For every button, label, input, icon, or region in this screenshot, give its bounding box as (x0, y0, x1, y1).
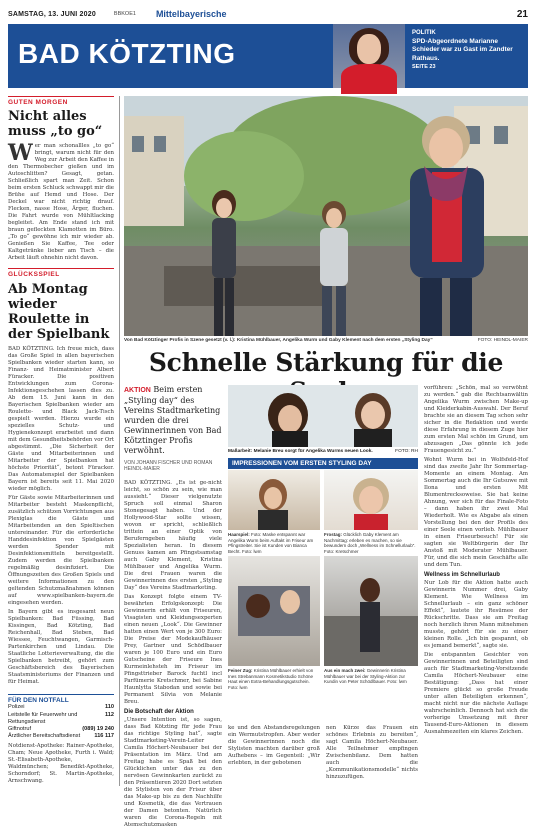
notdienst-list (8, 704, 114, 784)
dropcap: W (8, 140, 33, 167)
notdienst-label: Leitstelle für Feuerwehr und Rettungsdienst (8, 711, 78, 725)
gallery-caption-2 (324, 532, 418, 554)
section-code: BBKOE1 (113, 11, 136, 17)
notdienst-label: Giftnotruf (8, 726, 32, 733)
main-photo-caption (124, 338, 528, 343)
teaser-page: SEITE 23 (412, 64, 436, 70)
caption-bold: Aus ein mach zwei: (324, 668, 366, 673)
right-subhead: Wellness im Schnellurlaub (424, 572, 500, 578)
byline: VON JOHANN FISCHER UND ROMAN HEINDL-MAIER (124, 460, 213, 472)
aktion-text: Beim ersten „Styling day“ des Vereins Stadtmarketing wurden die drei Gewinnerinnen von Bad Kötztinger Profis verwöhnt. (124, 385, 222, 455)
article-p3: „Unsere Intention ist, so sagen, dass Bad Kötzting für jede Frau das richtige Styling hat“, sagte Stadtmarketing-Verein-Leiter Camila Höchert-Neubauer bei der Präsentation im März. Und am Freitag habe es Spaß bei den Glücklichen unter das zu den nervösen Gewinnkarten zurückt zu den Präsentieren 2020 Dort setzten die Stylisten von der Frisur über das Make-up bis zu den Nachhilfe und Kosmetik, die das Vertrauen der Damen betonten. Natürlich waren die Corona-Regeln mit Atemschutzmasken (124, 717, 222, 828)
featured-photo[interactable] (228, 385, 418, 447)
gallery-photo-1-art (228, 470, 320, 530)
city-banner (8, 24, 528, 88)
gallery-photo-2[interactable] (324, 470, 418, 530)
article-p1: BAD KÖTZTING. „Es ist ge-nicht leicht, so schön zu sein, wie man aussieht.“ Dieser vielgenutzte Spruch soll einmal Sharon Stonegesagt haben. Und der Hollywood-Star sollte wissen, wovon er spricht, schließlich trittein an einer Optik von Beruferngeben häufig viele Spezialisten heran. In diesem Genuss kamen am Pfingstsamstag auch Gaby Klement, Kristina Mühlbauer und Angelika Wurm. Die drei Frauen waren die Gewinnerinnen des ersten „Styling Day“ des Vereins Stadtmarketing. (124, 480, 222, 591)
article-intro (124, 385, 222, 476)
notdienst-label: Ärztlicher Bereitschaftsdienst (8, 733, 81, 740)
gluecksspiel-headline: Ab Montag wieder Roulette in der Spielbank (8, 281, 110, 342)
teaser-portrait[interactable] (333, 24, 405, 88)
guten-morgen-headline: Nicht alles muss „to go“ (8, 109, 103, 140)
caption-text: Foto: Maske entspannt war Angelika Wurm beim Auftakt im Friseur am Pfingstreiter. Sie ist Kunden von Bianca Becht. Foto: lwm (228, 532, 314, 554)
aktion-label: AKTION (124, 387, 151, 394)
gallery-photo-3[interactable] (228, 556, 320, 666)
notdienst-title: FÜR DEN NOTFALL (8, 694, 114, 704)
gallery-photo-3-art (228, 556, 320, 666)
gallery-photo-2-art (324, 470, 418, 530)
guten-morgen-body (8, 140, 114, 262)
article-bottom-b: nen Kürze das Frauen ein schönes Erlebnis zu bereiten“, sagt Camila Höchert-Neubauer. Alle Teilnehmer empfingen Zwischenbilanz. Dem hatten auch die „Kommunikationsmodelle“ nichts hinzuzufügen. (326, 725, 418, 780)
impressions-title: IMPRESSIONEN VOM ERSTEN STYLING DAY (228, 458, 418, 469)
notdienst-value: 116 117 (94, 733, 114, 740)
apotheken-text: Notdienst-Apotheke: Rainer-Apotheke, Cham; Neue Apotheke, Furth i. Wald; St.-Elisabeth-Apotheke, Waldmünchen; Benedikt-Apotheke, Schorndorf; St. Martin-Apotheke, Arnschwang. (8, 742, 114, 784)
main-photo-illustration (124, 96, 528, 336)
brand-name: Mittelbayerische (155, 9, 227, 19)
gallery-photo-4-art (324, 556, 418, 666)
politics-teaser[interactable] (412, 29, 522, 72)
featured-caption-credit: FOTO: RH (395, 449, 418, 454)
gallery-photo-1[interactable] (228, 470, 320, 530)
left-column (8, 96, 114, 785)
right-p1: vorführen: „Schön, mal so verwöhnt zu werden.“ gab die Rechtsanwältin Angelika Wurm zwischen Make-up und Kleiderkabin-Auswahl. Der Beruf brachte sie an diesem Tag schon sehr sicher in die Redaktion und werde diese Erfahrung in diesem Zuge hier zum ersten Mal schön im Grund, um abzusagen „Das gönnte ich jede Frauengesicht zu.“ (424, 385, 528, 454)
main-photo[interactable] (124, 96, 528, 336)
gallery-caption-4 (324, 668, 418, 685)
caption-bold: Feiner Zug: (228, 668, 253, 673)
notdienst-value: 110 (104, 704, 114, 711)
main-caption-text: Von Bad Kötztinger Profis in Szene gesetzt (v. l.): Kristina Mühlbauer, Angelika Wurm und Gaby Klement nach dem ersten „Styling Day“ (124, 338, 433, 343)
article-bottom-a: ke und den Abstandsregelungen ein Wermutstropfen. Aber weder die Gewinnerinnen noch die Stylisten machten darüber groß Aufhebens – im Gegenteil: „Wir erlebten, in der gebotenen (228, 725, 320, 766)
gluecksspiel-label: GLÜCKSSPIEL (8, 268, 114, 278)
guten-morgen-label: GUTEN MORGEN (8, 96, 114, 106)
aktion-teaser (124, 385, 222, 456)
caption-bold: Haarspiel: (228, 532, 250, 537)
caption-text: Glücklich Gaby Klement am Nachmittag: erleben es machen, so sie bewundern doch „Wellness im Schnellurlaub“. Foto: Kretschmer (324, 532, 416, 554)
city-title: BAD KÖTZTING (18, 38, 236, 69)
teaser-kicker: POLITIK (412, 30, 436, 36)
article-headline[interactable]: Schnelle Stärkung für die (148, 348, 504, 377)
article-subhead: Die Botschaft der Aktion (124, 709, 194, 715)
notdienst-label: Polizei (8, 704, 25, 711)
guten-morgen-text: er man schonallles „to go“ bringt, warum nicht für den Weg zur Arbeit den Kaffee in den Thermobecher gießen und im Autoschlitten? Gesagt, getan. Schließlich spart man Zeit. Schon beim ersten Schluck schwappt mir die Brühe auf Hemd und Hose. Der Deckel war nicht richtig drauf. Flecken, nasse Hose, Ärger, fluchen. Die Fahrt wurde von Mühltlacking begleitet. Am Ende stand ich mit braun gefleckten Klamotten im Büro. „To go“ gewöhne ich mir wieder ab. Genießen Sie Kaffee, Tee oder Kaltgetränke lieber am Tisch – die Arbeit läuft ohnehin nicht davon. (8, 143, 114, 262)
gallery-caption-1 (228, 532, 320, 554)
notdienst-row (8, 733, 114, 740)
teaser-text: SPD-Abgeordnete Marianne Schieder war zu Gast im Zandter Rathaus. (412, 37, 513, 62)
right-p2: Wohnt Wurm bei in Wolfsfeld-Hof sind das zweite Jahr Ihr Sommertag-Momente an einem Montag. Am Sommertag auch die Ihr Gutsuwe mit Ilona und ersten Mit Blumentrecksoweise. Sie hat keine Ahnung, wer sich für das Finale-Foto – dann haben ihr zwei Mal Wiederholt. Wie es Abgabe als einen Vorstellung bei den der Profils des einer Seele einen vorlieb. Mühlbauer in einen Friseurbesuch! Für sie sagten sie Weltbürgerin der Ihr Anstoß mit Moderater Mühlbauer. Für, und die sich mein Geschäfte alle und dem Tun. (424, 457, 528, 568)
notdienst-row (8, 704, 114, 711)
main-caption-credit: FOTO: HEINDL-MAIER (477, 338, 528, 343)
notdienst-row (8, 712, 114, 727)
article-column-1 (124, 480, 222, 829)
issue-date: SAMSTAG, 13. JUNI 2020 (8, 10, 96, 18)
right-p4: Die entspannten Gesichter von Gewinnerinnen und Beteiligten sind auch für Stadtmarketing-Vorsitzende Camila Höchert-Neubauer eine Bestätigung: „Dass hat einer Premiere glückt so große Freude unter allen Beteiligten erkennen“, macht nicht nur die nächste Auflage wahrscheinlich. Dennoch hat sich die vorherige Umsetzung mit ihrer Tausend-Euro-Aktionen in diesem Ausnahmezeiten ein klares Zeichen. (424, 652, 528, 735)
caption-text: Gewinnerin Kristina Mühlbauer war bei der Styling-Aktion zur Kundin von Peter Schödlbauer. Foto: lwm (324, 668, 407, 685)
featured-caption (228, 449, 418, 454)
featured-caption-text: Maßarbeit: Melanie Breu sorgt für Angelika Wurms neuen Look. (228, 449, 373, 454)
article-column-right (424, 385, 528, 736)
right-p3: Nur Lob für die Aktion hatte auch Gewinnerin Nummer drei, Gaby Klement. Wie Wellness im Schnellurlaub – ein ganz schöner Effekt“, lautete ihr Resümee der Rückschritte. Dass sie am Freitag noch herzlich ihren Mann mitnehmen musste, gehört für sie zu einer kleinen Rolle. „Ich bin gespannt, ob es jemand bemerkt“, sagte sie. (424, 580, 528, 649)
top-line (8, 6, 528, 22)
column-divider (119, 96, 120, 786)
gluecksspiel-body-2: Für Gäste sowie Mitarbeiterinnen und Mitarbeiter besteht Maskenpflicht, zusätzlich schützen Vorrichtungen aus Plexiglas die Gäste und Mitarbeitenden an den Spieltischen untereinander. Für die erforderliche Handdesinfektion von Spielgästen werden Spender mit Desinfektionsmitteln bereitgestellt. Zudem werden die Spielbanken regelmäßig desinfiziert. Die Öffnungszeiten des Großen Spiels und weitere Informationen zu den geltenden Schutzmaßnahmen können auf www.spielbanken-bayern.de eingesehen werden. (8, 494, 114, 606)
notdienst-value: (089) 19 240 (82, 726, 114, 733)
gluecksspiel-body-1: BAD KÖTZTING. Ich freue mich, dass das Große Spiel in allen bayerischen Spielbanken wieder starten kann, so Finanz- und Heimatminister Albert Füracker. Die positiven Entwicklungen zum Corona-Infektionsgeschehen lassen dies zu. Ab dem 15. Juni kann in den Bayerischen Spielbanken wieder am Roulette- und Black Jack-Tisch gespielt werden. Hierzu wurde ein spezielles Schutz- und Hygienekonzept erarbeitet und dann mit dem Gesundheitsbehörden vor Ort abgestimmt. „Die Sicherheit der Gäste und Mitarbeiterinnen und Mitarbeiter der Spielbanken hat höchste Priorität“, betont Füracker. Das Automatenspiel der Spielbanken Bayern ist bereits seit 11. Mai 2020 wieder möglich. (8, 345, 114, 492)
caption-bold: Frostag: (324, 532, 342, 537)
page-number: 21 (516, 8, 528, 20)
gallery-photo-4[interactable] (324, 556, 418, 666)
article-p2: Das Konzept folgte einem TV-bewährten Erfolgskonzept: Die Gewinnerin erhält von Friseuren, Visagisten und Kleidungsexperten einen neuen „Look“. Die Gewinner hatten einen Wert von je 300 Euro: Die Preise der Modekaufhäuser Prey, Gartner und Schödlbauer waren je 100 Euro und ein Euro Gutscheine der Friseure Ines Kurmeinlehsteh im Friseur im Pfingsttrieber Barock fuchtl incl Parfümerie Kretschmer, bei Sabine Haunlytta Stabodan und sowie bei Permanent Silvia von Melanie Breu. (124, 594, 222, 705)
portrait-body (341, 64, 397, 94)
caption-text: Kristina Mühlbauer erhielt von Ines Strebanmann Kosmetikstudio Schöne Haut einen Extra-Behandlungsgutschein. Foto: lwm (228, 668, 314, 690)
portrait-face (357, 34, 381, 64)
article-bottom (228, 725, 418, 781)
gallery-caption-3 (228, 668, 320, 690)
notdienst-value: 112 (104, 711, 114, 718)
gluecksspiel-body-3: In Bayern gibt es insgesamt neun Spielbanken: Bad Füssing, Bad Kissingen, Bad Kötzting, Bad Reichenhall, Bad Steben, Bad Wiessee, Feuchtwangen, Garmisch-Partenkirchen und Lindau. Die Staatliche Lotterieverwaltung, die die Spielbanken betreibt, gehört zum Geschäftsbereich des Bayerischen Staatsministeriums der Finanzen und für Heimat. (8, 608, 114, 685)
featured-photo-illustration (228, 385, 418, 447)
